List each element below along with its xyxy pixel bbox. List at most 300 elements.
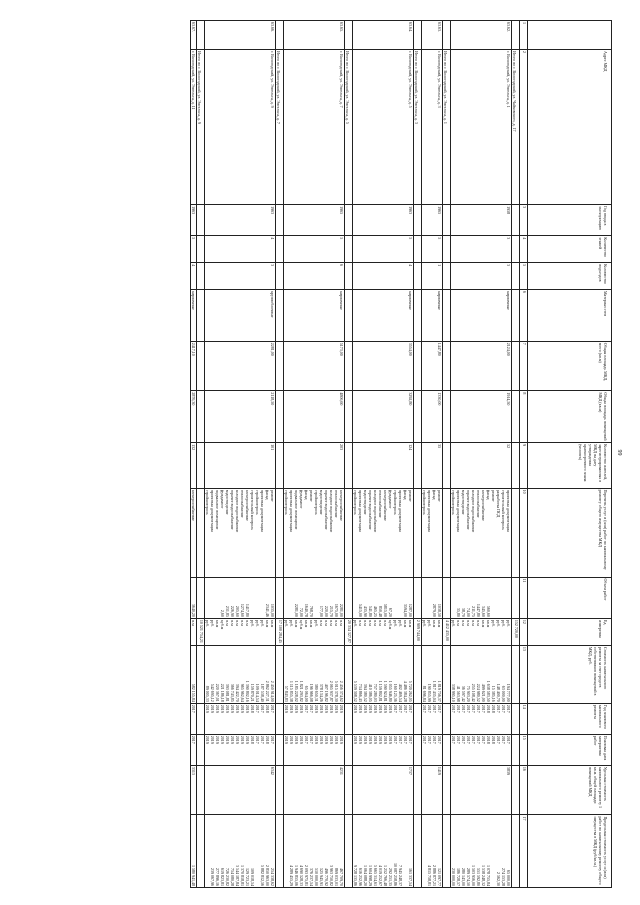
units-line: п.м — [334, 619, 339, 626]
works-line: теплоснабжение — [240, 489, 245, 518]
residents: 132 — [191, 443, 197, 489]
works-line: теплоснабжение — [476, 489, 481, 518]
units-line: руб. — [314, 619, 319, 627]
column-number: 13 — [520, 645, 528, 703]
entrances: 3 — [205, 263, 276, 290]
repair-year-line: 2017 — [304, 704, 309, 713]
units-line: п.м — [191, 619, 196, 626]
total-value: 152 720,00 — [512, 618, 520, 645]
repair-year-line: 2017 — [506, 704, 511, 713]
wall-material: кирпичные — [284, 289, 345, 341]
costs-line: 1 638 583,50 — [486, 680, 491, 702]
works-line: теплоснабжение — [334, 489, 339, 518]
completion-date-line: 2019 — [383, 735, 388, 744]
residents: 124 — [353, 443, 414, 489]
works-line: фундамент — [220, 489, 225, 509]
table-row — [353, 21, 414, 888]
column-header: Ед. измерения — [528, 618, 612, 645]
limit-cost-line: 1 252 766,48 — [383, 865, 388, 886]
units-line: п.м — [461, 619, 466, 626]
completion-date-line: 2017 — [451, 735, 456, 744]
column-number: 3 — [520, 205, 528, 236]
units-line: п.м — [363, 619, 368, 626]
completion-date-line: 2019 — [294, 735, 299, 744]
completion-date-line: 2019 — [240, 735, 245, 744]
repair-year-line: 2017 — [393, 704, 398, 713]
completion-date-line: 2019 — [358, 735, 363, 744]
repair-year-line: 2017 — [403, 704, 408, 713]
empty-cell — [414, 391, 422, 443]
limit-cost-line: 161 337,54 — [408, 868, 413, 886]
empty-cell — [345, 205, 353, 236]
units-line: руб. — [205, 619, 210, 627]
units-line: кв.м — [294, 619, 299, 628]
entrances: 3 — [451, 263, 512, 290]
column-header: Материал стен — [528, 289, 612, 341]
column-numbers — [520, 21, 528, 888]
limit-cost-line: 3 544 187,84 — [235, 865, 240, 886]
limit-cost-line: 616 252,96 — [358, 868, 363, 886]
costs-line: 757 280,03 — [373, 683, 378, 702]
column-number: 4 — [520, 236, 528, 263]
repair-year-line: 2019 — [314, 704, 319, 713]
limit-cost — [353, 815, 414, 888]
total-label: Итого по г. Вологодский, ул. Энгельса, д. 5 — [345, 49, 353, 204]
total-value: 4 412 435,00 — [443, 618, 451, 645]
column-number: 14 — [520, 703, 528, 734]
column-number: 9 — [520, 443, 528, 489]
empty-cell — [276, 391, 284, 443]
units-line: руб. — [491, 619, 496, 627]
costs-line: 57 843,83 — [284, 685, 289, 702]
completion-date-line: 2017 — [506, 735, 511, 744]
costs-line: 542 695,12 — [210, 683, 215, 702]
volumes-line: 220,00 — [324, 605, 329, 617]
works-line: стройконтроль — [314, 489, 319, 515]
specific-cost: 4231 — [284, 765, 345, 815]
units-line: руб. — [210, 619, 215, 627]
total-row — [276, 21, 284, 888]
works-line: фасад — [486, 489, 491, 500]
empty-cell — [512, 645, 520, 703]
repair-year-line: 2017 — [466, 704, 471, 713]
limit-cost-line: 2 093 975,81 — [304, 865, 309, 886]
works-line: стройконтроль — [353, 489, 358, 515]
rooms-area: 2876,30 — [191, 391, 197, 443]
completion-date-line: 2017 — [481, 735, 486, 744]
costs-line: 1 590 924,81 — [383, 680, 388, 702]
wall-material: кирпичные — [191, 289, 197, 341]
repair-year-line: 2017 — [481, 704, 486, 713]
year-built: 1963 — [205, 205, 276, 236]
costs-line: 5 720 262,05 — [408, 680, 413, 702]
column-number: 1 — [520, 21, 528, 50]
works-line: водоотведение — [363, 489, 368, 515]
empty-cell — [414, 205, 422, 236]
repair-year-line: 2019 — [245, 704, 250, 713]
units-line: п.м — [476, 619, 481, 626]
repair-year — [353, 703, 414, 734]
costs — [191, 645, 197, 703]
limit-cost — [284, 815, 345, 888]
repair-year-line: 2019 — [373, 704, 378, 713]
empty-cell — [276, 645, 284, 703]
empty-cell — [443, 577, 451, 618]
column-header: Количество подъездов — [528, 263, 612, 290]
volumes-line: 5815,00 — [383, 603, 388, 617]
completion-date — [422, 734, 443, 765]
volumes-line: 35,80 — [456, 607, 461, 617]
rooms-area: 1330,00 — [422, 391, 443, 443]
empty-cell — [414, 577, 422, 618]
limit-cost-line: 869 033,01 — [334, 868, 339, 886]
column-number: 12 — [520, 618, 528, 645]
volumes — [451, 577, 512, 618]
specific-cost: 3839 — [451, 765, 512, 815]
completion-date-line: 2019 — [329, 735, 334, 744]
completion-date-line: 2017 — [255, 735, 260, 744]
completion-date-line: 2017 — [422, 735, 427, 744]
column-number: 8 — [520, 391, 528, 443]
total-value: 20 334 327,87 — [345, 618, 353, 645]
empty-cell — [443, 703, 451, 734]
units — [284, 618, 345, 645]
column-header: Год планового капитального ремонта — [528, 703, 612, 734]
repair-year-line: 2018 — [250, 704, 255, 713]
column-number: 5 — [520, 263, 528, 290]
table-row — [284, 21, 345, 888]
units-line: руб. — [451, 619, 456, 627]
volumes-line — [250, 579, 255, 617]
completion-date-line: 2017 — [432, 735, 437, 744]
empty-cell — [345, 391, 353, 443]
empty-cell — [197, 263, 205, 290]
units-line: п.м — [358, 619, 363, 626]
repair-year-line: 2017 — [451, 704, 456, 713]
volumes-line: 435,90 — [363, 605, 368, 617]
completion-date-line: 2017 — [456, 735, 461, 744]
limit-cost-line: 4 289 455,29 — [289, 865, 294, 886]
address: г. Вологодский, ул. Энгельса, д. 5 — [353, 49, 414, 204]
limit-cost-line: 726 230,82 — [225, 868, 230, 886]
empty-cell — [197, 443, 205, 489]
repair-year-line: 2017 — [398, 704, 403, 713]
empty-cell — [512, 765, 520, 815]
costs-line: 63 000,00 — [501, 685, 506, 702]
units-line: руб. — [284, 619, 289, 627]
works-line: стройконтроль — [284, 489, 289, 515]
repair-year-line: 2017 — [255, 704, 260, 713]
repair-year-line: 2018 — [486, 704, 491, 713]
costs-line: 1 821 293,82 — [299, 680, 304, 702]
limit-cost-line: 1 503 956,00 — [471, 865, 476, 886]
completion-date-line: 2017 — [437, 735, 442, 744]
empty-cell — [414, 289, 422, 341]
costs-line: 109 014,54 — [255, 683, 260, 702]
volumes-line: 1640,78 — [304, 603, 309, 617]
costs-line: 190 855,99 — [427, 683, 432, 702]
limit-cost-line: 277 896,16 — [215, 868, 220, 886]
works-line: горячее водоснабжение — [230, 489, 235, 530]
repair-year-line: 2018 — [265, 704, 270, 713]
completion-date-line: 2019 — [235, 735, 240, 744]
volumes-line: 1274,60 — [240, 603, 245, 617]
costs — [451, 645, 512, 703]
repair-year — [205, 703, 276, 734]
completion-date-line: 2017 — [260, 735, 265, 744]
volumes-line: 205,60 — [235, 605, 240, 617]
column-header: Объем работ — [528, 577, 612, 618]
completion-date-line: 2019 — [324, 735, 329, 744]
column-header: Плановая дата завершения работ — [528, 734, 612, 765]
limit-cost-line: 239 067,96 — [210, 868, 215, 886]
limit-cost-line: 1 370 818,81 — [240, 865, 245, 886]
empty-cell — [443, 815, 451, 888]
empty-cell — [276, 341, 284, 391]
works-line: водоотведение — [225, 489, 230, 515]
empty-cell — [443, 645, 451, 703]
table-header — [528, 21, 612, 888]
completion-date-line: 2019 — [289, 735, 294, 744]
wall-material: крупноблочные — [205, 289, 276, 341]
volumes-line: 560,60 — [486, 605, 491, 617]
costs-line: 65 064,00 — [304, 685, 309, 702]
costs-line: 1 055 946,80 — [388, 680, 393, 702]
works-line: подвальное помещение — [294, 489, 299, 530]
repair-year-line: 2017 — [422, 704, 427, 713]
empty-cell — [276, 236, 284, 263]
empty-cell — [276, 703, 284, 734]
empty-cell — [512, 443, 520, 489]
repair-year-line: 2017 — [501, 704, 506, 713]
costs-line: 1 115 855,38 — [289, 680, 294, 702]
volumes-line: 1447,80 — [476, 603, 481, 617]
volumes — [205, 577, 276, 618]
volumes-line: 1035,00 — [270, 603, 275, 617]
units — [422, 618, 443, 645]
repair-year-line: 2017 — [461, 704, 466, 713]
costs-line: 15 385,16 — [491, 685, 496, 702]
repair-year-line: 2017 — [260, 704, 265, 713]
empty-cell — [345, 341, 353, 391]
works-line: ремонт — [309, 489, 314, 502]
units-line: п.м — [383, 619, 388, 626]
empty-cell — [197, 289, 205, 341]
total-area: 2281,00 — [205, 341, 276, 391]
works-line: стройконтроль — [255, 489, 260, 515]
rooms-area: 2118,50 — [205, 391, 276, 443]
limit-cost-line: 2 562,30 — [496, 872, 501, 886]
limit-cost-line: 129 723,21 — [245, 868, 250, 886]
limit-cost-line: 4 815 758,81 — [427, 865, 432, 886]
column-header: Удельная стоимость капитального ремонту 1 кв.м. общей площади помещений МКД — [528, 765, 612, 815]
empty-cell — [276, 488, 284, 577]
floors: 4 — [205, 236, 276, 263]
limit-cost-line: 1 078 755,84 — [486, 865, 491, 886]
works-line: разработка ПСД — [496, 489, 501, 518]
costs-line: 220 367,01 — [215, 683, 220, 702]
repair-year-line: 2019 — [289, 704, 294, 713]
works-line: проектная документация — [427, 489, 432, 532]
volumes-line — [422, 579, 427, 617]
limit-cost-line: 1 064 088,20 — [363, 865, 368, 886]
repair-year-line: 2019 — [358, 704, 363, 713]
empty-cell — [197, 341, 205, 391]
works — [191, 488, 197, 577]
empty-cell — [276, 205, 284, 236]
completion-date-line: 2017 — [270, 735, 275, 744]
residents: 101 — [205, 443, 276, 489]
units-line: п.м — [378, 619, 383, 626]
empty-cell — [512, 488, 520, 577]
repair-year — [422, 703, 443, 734]
total-label: Итого по г. Вологодский, ул. Энгельса, д. 3 — [414, 49, 422, 204]
limit-cost-line: 2 886 877,21 — [432, 865, 437, 886]
limit-cost-line: 467 709,70 — [339, 868, 344, 886]
volumes-line: 465,25 — [373, 605, 378, 617]
column-number: 15 — [520, 734, 528, 765]
units — [205, 618, 276, 645]
costs-line: 1 159 802,81 — [378, 680, 383, 702]
total-label: Итого по г. Вологодский, ул. Энгельса, д. 9 — [197, 49, 205, 204]
works-line: горячее водоснабжение — [368, 489, 373, 530]
units-line: руб. — [427, 619, 432, 627]
volumes-line — [284, 579, 289, 617]
works-line: холодное водоснабжение — [329, 489, 334, 533]
limit-cost-line: 376 237,54 — [309, 868, 314, 886]
works-line: электроснабжение — [481, 489, 486, 521]
works-line: фасад — [304, 489, 309, 500]
repair-year-line: 2019 — [334, 704, 339, 713]
limit-cost-line: 186 728,57 — [456, 868, 461, 886]
volumes-line: 38,70 — [461, 607, 466, 617]
costs-line: 4 486 384,28 — [403, 680, 408, 702]
volumes — [284, 577, 345, 618]
limit-cost — [451, 815, 512, 888]
units-line: п.м — [319, 619, 324, 626]
works — [451, 488, 512, 577]
empty-cell — [443, 289, 451, 341]
year-built: 1963 — [191, 205, 197, 236]
completion-date-line: 2017 — [476, 735, 481, 744]
volumes-line: 5415,00 — [358, 603, 363, 617]
limit-cost-line: 619 823,81 — [220, 868, 225, 886]
completion-date-line: 2017 — [398, 735, 403, 744]
works-line: холодное водоснабжение — [373, 489, 378, 533]
empty-cell — [414, 341, 422, 391]
limit-cost-line: 289 574,50 — [466, 868, 471, 886]
floors: 5 — [422, 236, 443, 263]
works-line: проектная документация — [210, 489, 215, 532]
total-value: 10 521 754,21 — [197, 618, 205, 645]
specific-cost: 1419 — [422, 765, 443, 815]
units-line: п.м — [466, 619, 471, 626]
total-area: 2417,10 — [191, 341, 197, 391]
units-line: руб. — [260, 619, 265, 627]
works-line: проектная документация — [358, 489, 363, 532]
address: г. Вологодский, ул. Энгельса, д. 9 — [205, 49, 276, 204]
volumes-line — [255, 579, 260, 617]
completion-date-line: 2017 — [496, 735, 501, 744]
limit-cost — [191, 815, 197, 888]
works — [353, 488, 414, 577]
limit-cost-line: 1 580 941,48 — [191, 865, 196, 886]
works-line: электроснабжение — [383, 489, 388, 521]
volumes-line: 67,20 — [388, 607, 393, 617]
empty-cell — [414, 443, 422, 489]
completion-date-line: 2019 — [388, 735, 393, 744]
empty-cell — [512, 734, 520, 765]
completion-date-line: 2017 — [461, 735, 466, 744]
costs-line: 410 386,05 — [368, 683, 373, 702]
empty-cell — [345, 765, 353, 815]
units-line: п.м — [373, 619, 378, 626]
row-number: 63.64. — [353, 21, 414, 50]
units-line: п.м — [230, 619, 235, 626]
repair-year-line: 2019 — [240, 704, 245, 713]
units-line: руб. — [496, 619, 501, 627]
total-label: Итого по г. Вологодский, ул. Чайковского, д. 17 — [512, 49, 520, 204]
volumes-line: 2,60 — [220, 609, 225, 617]
units-line: кв.м — [304, 619, 309, 628]
repair-year-line: 2019 — [294, 704, 299, 713]
units-line: руб. — [422, 619, 427, 627]
empty-cell — [414, 765, 422, 815]
works-line: проектная документация — [260, 489, 265, 532]
completion-date-line: 2017 — [309, 735, 314, 744]
units-line: куб.м — [388, 619, 393, 630]
empty-cell — [276, 734, 284, 765]
limit-cost — [205, 815, 276, 888]
units-line: руб. — [398, 619, 403, 627]
costs-line: 2 065 937,87 — [329, 680, 334, 702]
column-header: Предельная стоимость услуг и (или) работ по капитальному ремонту общего имущества в МКД (руб/кв.м.) — [528, 815, 612, 888]
repair-year-line: 2017 — [191, 704, 196, 713]
completion-date — [191, 734, 197, 765]
costs-line: 582 155,84 — [191, 683, 196, 702]
volumes-line: 72,00 — [299, 607, 304, 617]
costs-line: 378 134,26 — [319, 683, 324, 702]
total-row — [414, 21, 422, 888]
volumes-line — [205, 579, 210, 617]
total-row — [345, 21, 353, 888]
volumes-line: 211,75 — [471, 606, 476, 617]
repair-year-line: 2017 — [270, 704, 275, 713]
completion-date-line: 2017 — [403, 735, 408, 744]
completion-date-line: 2019 — [378, 735, 383, 744]
empty-cell — [443, 734, 451, 765]
floors: 3 — [451, 236, 512, 263]
limit-cost-line: 4 019 252,67 — [378, 865, 383, 886]
limit-cost-line: 3 963 750,82 — [329, 865, 334, 886]
units-line: руб. — [255, 619, 260, 627]
completion-date-line: 2019 — [363, 735, 368, 744]
entrances: 6 — [284, 263, 345, 290]
address: г. Вологодский, ул. Энгельса, д. 7 — [284, 49, 345, 204]
volumes-line: 3640,20 — [191, 603, 196, 617]
limit-cost-line: 5 882 812,56 — [260, 865, 265, 886]
wall-material: кирпичные — [422, 289, 443, 341]
volumes-line: 231,85 — [225, 605, 230, 617]
empty-cell — [345, 703, 353, 734]
repair-year-line: 2019 — [210, 704, 215, 713]
units-line: п.м — [368, 619, 373, 626]
limit-cost-line: 292 251,35 — [388, 868, 393, 886]
limit-cost-line: 754 080,28 — [230, 868, 235, 886]
limit-cost-line: 5 665 314,61 — [373, 865, 378, 886]
column-header: Перечень услуг и (или) работ по капитальному ремонту общего имущества МКД — [528, 488, 612, 577]
repair-year-line: 2017 — [408, 704, 413, 713]
